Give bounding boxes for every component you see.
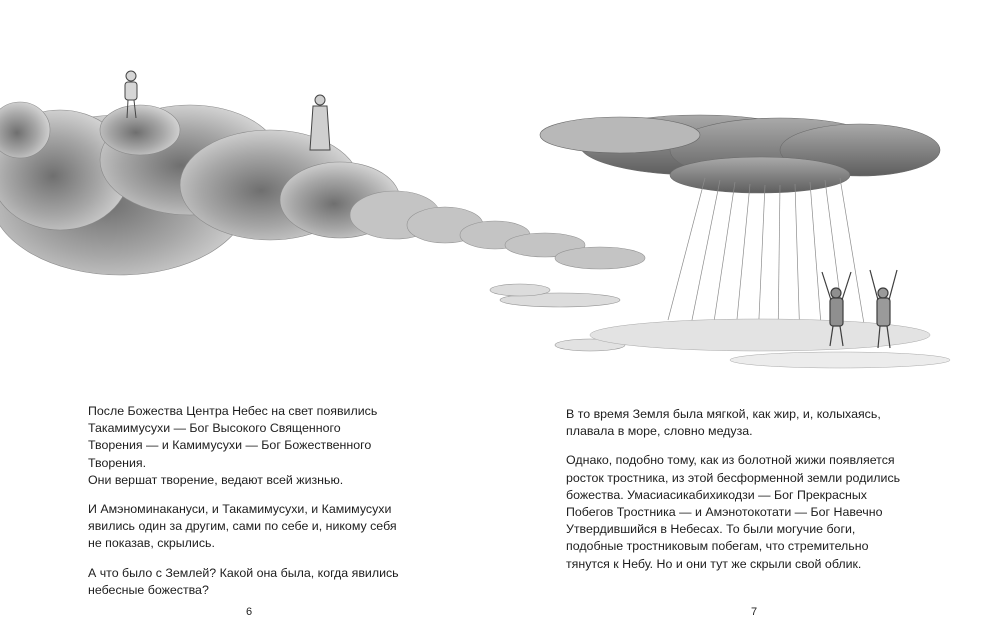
left-paragraph-1: После Божества Центра Небес на свет появились Такамимусухи — Бог Высокого Священного Творения — и Камимусухи — Бог Божественного Творения. Они вершат творение, ведают всей жизнью. xyxy=(88,404,378,487)
page-number-right: 7 xyxy=(751,606,758,618)
left-cloud xyxy=(0,102,400,275)
cloud-trail xyxy=(350,191,645,351)
left-paragraph-2: И Амэноминакануси, и Такамимусухи, и Камимусухи явились один за другим, сами по себе и, никому себя не показав, скрылись. xyxy=(88,502,397,551)
page-number-left: 6 xyxy=(246,606,253,618)
ground xyxy=(590,319,950,368)
right-page-text xyxy=(566,406,906,585)
storm-cloud xyxy=(540,115,940,193)
left-page-text xyxy=(88,403,428,611)
deity-figure-right xyxy=(310,95,330,150)
left-paragraph-3: А что было с Землей? Какой она была, когда явились небесные божества? xyxy=(88,565,399,597)
right-paragraph-2: Однако, подобно тому, как из болотной жижи появляется росток тростника, из этой бесформенной земли родились божества. Умасиасикабихикодзи — Бог Прекрасных Побегов Тростника — и Амэнотокотати — Бог Навечно Утвердившийся в Небесах. То были могучие боги, подобные тростниковым побегам, что стремительно тянутся к Небу. Но и они тут же скрыли свой облик. xyxy=(566,453,901,571)
right-paragraph-1: В то время Земля была мягкой, как жир, и, колыхаясь, плавала в море, словно медуза. xyxy=(566,407,881,439)
